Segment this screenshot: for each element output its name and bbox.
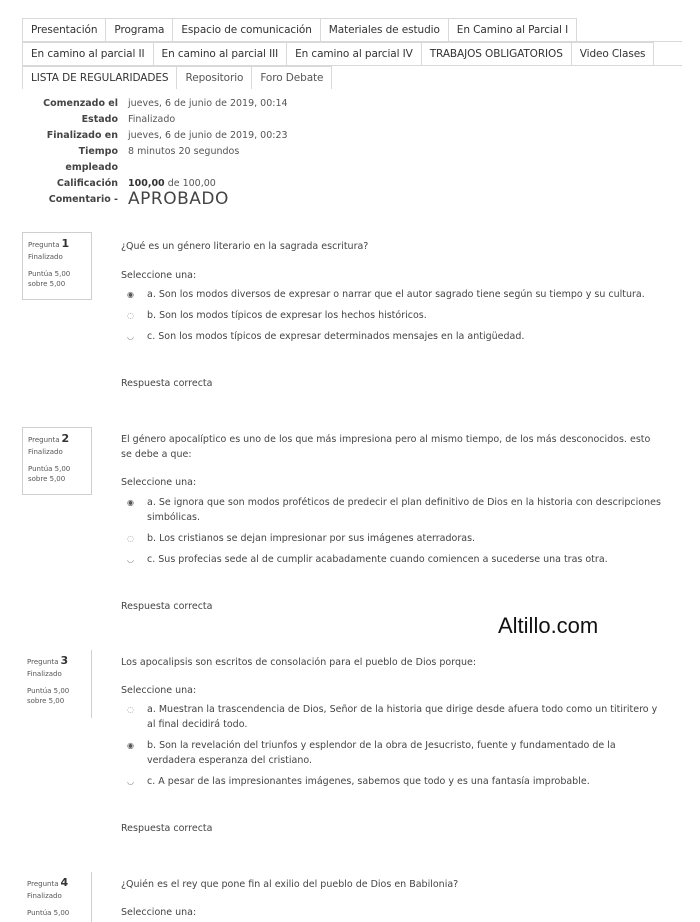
feedback-1: Respuesta correcta <box>121 378 213 389</box>
question-grade: Puntúa 5,00 sobre 5,00 <box>27 687 70 705</box>
question-number: Pregunta 3 <box>27 654 69 667</box>
feedback-3: Respuesta correcta <box>121 823 213 834</box>
answer-option-1b[interactable]: ◌ b. Son los modos típicos de expresar los hechos históricos. <box>127 310 427 321</box>
grade-score: 100,00 <box>128 178 165 189</box>
question-state: Finalizado <box>27 670 62 678</box>
question-info-4 <box>22 872 92 922</box>
answer-option-2b[interactable]: ◌ b. Los cristianos se dejan impresionar por sus imágenes aterradoras. <box>127 533 476 544</box>
tab-programa[interactable]: Programa <box>105 18 172 41</box>
state-label: Estado <box>81 114 118 125</box>
watermark-text: Altillo.com <box>498 613 599 638</box>
answer-option-3a[interactable]: ◌ a. Muestran la trascendencia de Dios, Señor de la historia que dirige desde afuera todo como un titiritero y al final decidirá todo. <box>127 704 658 730</box>
question-grade: Puntúa 5,00 sobre 5,00 <box>28 465 71 483</box>
started-label: Comenzado el <box>43 98 118 109</box>
select-prompt-3: Seleccione una: <box>121 685 197 696</box>
question-state: Finalizado <box>28 253 63 261</box>
finished-label: Finalizado en <box>46 130 118 141</box>
answer-option-1c[interactable]: ◡ c. Son los modos típicos de expresar determinados mensajes en la antigüedad. <box>127 331 525 342</box>
tab-camino-parcial-3[interactable]: En camino al parcial III <box>153 42 287 65</box>
radio-checked-icon[interactable]: ◉ <box>127 498 134 507</box>
tab-espacio-comunicacion[interactable]: Espacio de comunicación <box>172 18 319 41</box>
answer-option-3c[interactable]: ◡ c. A pesar de las impresionantes imágenes, sabemos que todo y es una fantasía improbable. <box>127 776 590 787</box>
grade-label: Calificación <box>56 178 118 189</box>
question-state: Finalizado <box>28 448 63 456</box>
time-label-line2: empleado <box>65 162 118 173</box>
question-text-3: Los apocalipsis son escritos de consolación para el pueblo de Dios porque: <box>121 657 477 668</box>
comment-label: Comentario - <box>48 194 118 205</box>
tab-trabajos-obligatorios[interactable]: TRABAJOS OBLIGATORIOS <box>421 42 571 65</box>
radio-icon[interactable]: ◡ <box>127 332 134 341</box>
question-number: Pregunta 4 <box>27 876 69 889</box>
tab-camino-parcial-1[interactable]: En Camino al Parcial I <box>448 18 577 41</box>
radio-checked-icon[interactable]: ◉ <box>127 290 134 299</box>
question-grade: Puntúa 5,00 <box>27 909 70 917</box>
question-info-3 <box>22 650 92 718</box>
finished-value: jueves, 6 de junio de 2019, 00:23 <box>128 130 288 141</box>
radio-icon[interactable]: ◌ <box>127 534 134 543</box>
answer-option-1a[interactable]: ◉ a. Son los modos diversos de expresar o narrar que el autor sagrado tiene según su tiempo y su cultura. <box>127 289 645 300</box>
tab-lista-regularidades[interactable]: LISTA DE REGULARIDADES <box>22 66 176 89</box>
attempt-summary <box>22 96 622 210</box>
time-label-line1: Tiempo <box>78 146 118 157</box>
radio-icon[interactable]: ◡ <box>127 777 134 786</box>
started-value: jueves, 6 de junio de 2019, 00:14 <box>128 98 288 109</box>
question-text-4: ¿Quién es el rey que pone fin al exilio del pueblo de Dios en Babilonia? <box>121 879 459 890</box>
tab-row-2 <box>22 42 682 66</box>
grade-rest: de 100,00 <box>167 178 216 189</box>
question-text-2: El género apocalíptico es uno de los que más impresiona pero al mismo tiempo, de los más desconocidos. esto se debe a que: <box>121 434 651 460</box>
tab-video-clases[interactable]: Video Clases <box>571 42 655 65</box>
answer-option-2a[interactable]: ◉ a. Se ignora que son modos proféticos de predecir el plan definitivo de Dios en la historia con descripciones simbólicas. <box>127 497 661 523</box>
tab-camino-parcial-4[interactable]: En camino al parcial IV <box>286 42 421 65</box>
select-prompt-1: Seleccione una: <box>121 270 197 281</box>
time-label <box>22 144 128 176</box>
tab-materiales-estudio[interactable]: Materiales de estudio <box>320 18 448 41</box>
comment-value: APROBADO <box>128 189 229 209</box>
tab-row-3 <box>22 66 682 89</box>
question-state: Finalizado <box>27 892 62 900</box>
question-text-1: ¿Qué es un género literario en la sagrada escritura? <box>121 241 369 252</box>
course-tabs <box>22 18 682 89</box>
state-value: Finalizado <box>128 114 176 125</box>
radio-icon[interactable]: ◡ <box>127 555 134 564</box>
answer-option-3b[interactable]: ◉ b. Son la revelación del triunfos y esplendor de la obra de Jesucristo, fuente y fundamentado de la verdadera esperanza del cristiano. <box>127 740 616 766</box>
question-number: Pregunta 1 <box>28 237 70 250</box>
question-info-2 <box>22 427 92 495</box>
radio-checked-icon[interactable]: ◉ <box>127 741 134 750</box>
answer-option-2c[interactable]: ◡ c. Sus profecias sede al de cumplir acabadamente cuando comiencen a sucederse una tras otra. <box>127 554 608 565</box>
question-number: Pregunta 2 <box>28 432 70 445</box>
tab-presentacion[interactable]: Presentación <box>22 18 105 41</box>
question-grade: Puntúa 5,00 sobre 5,00 <box>28 270 71 288</box>
tab-camino-parcial-2[interactable]: En camino al parcial II <box>22 42 153 65</box>
tab-foro-debate[interactable]: Foro Debate <box>251 66 332 89</box>
time-value: 8 minutos 20 segundos <box>128 146 240 157</box>
radio-icon[interactable]: ◌ <box>127 311 134 320</box>
tab-repositorio[interactable]: Repositorio <box>176 66 251 89</box>
tab-row-1 <box>22 18 682 42</box>
select-prompt-2: Seleccione una: <box>121 477 197 488</box>
radio-icon[interactable]: ◌ <box>127 705 134 714</box>
feedback-2: Respuesta correcta <box>121 601 213 612</box>
select-prompt-4: Seleccione una: <box>121 907 197 918</box>
question-info-1 <box>22 232 92 300</box>
